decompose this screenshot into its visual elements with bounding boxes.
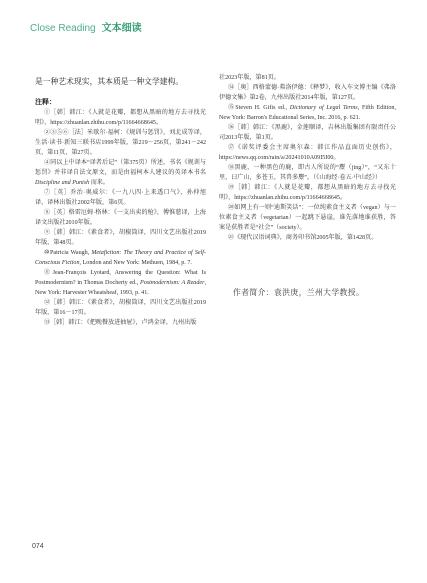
note-19: ⑲［韩］韩江：《人就是花瓣，都想从黑暗的地方去寻找光明》，https://zhuanlan.zhihu.com/p/11664668645。 [219, 185, 396, 201]
note-text: , New York: Harvester Wheatsheaf, 1993, p. 41. [35, 280, 206, 296]
notes-heading: 注释： [35, 98, 56, 106]
note-1: ①［韩］韩江：《人就是花瓣，都想从黑暗的地方去寻找光明》，https://zhuanlan.zhihu.com/p/11664668645。 [35, 110, 206, 126]
note-4 [35, 158, 206, 188]
right-column [219, 73, 396, 298]
note-12: ⑫［韩］韩江：《素食者》，胡椒筒译，四川文艺出版社2019年版，第16－17页。 [35, 300, 206, 316]
note-16: ⑯［韩］韩江：《黑鹿》，金莲顺译，吉林出版集团有限责任公司2013年版，第1页。 [219, 125, 396, 141]
note-9: ⑨［韩］韩江：《素食者》，胡椒筒译，四川文艺出版社2019年版，第48页。 [35, 230, 206, 246]
note-text: , Fifth Edition, New York: Barron's Educational Series, Inc. 2016, p. 621. [219, 105, 397, 121]
running-header [30, 23, 142, 35]
section-title-zh: 文本细读 [101, 23, 142, 34]
author-bio: 作者简介：袁洪庚，兰州大学教授。 [233, 288, 365, 297]
note-8: ⑧［英］格雷厄姆·格林：《一支出卖的枪》，傅惟慈译，上海译文出版社2010年版。 [35, 210, 206, 226]
note-14: ⑭［奥］西格蒙德·弗洛伊德：《释梦》，收入车文博主编《弗洛伊德文集》第2卷，九州出版社2014年版，第127页。 [219, 85, 396, 101]
note-11 [35, 268, 206, 298]
body-text-ending: 是一种艺术现实，其本质是一种文学建构。 [35, 77, 184, 86]
left-column [35, 76, 206, 328]
note-15 [219, 103, 396, 123]
note-text: ⑪Jean-François Lyotard, Answering the Question: What Is Postmodernism? in Thomas Docherty ed., [35, 270, 206, 286]
note-text: ⑮Steven H. Gifis ed., [228, 105, 290, 111]
note-2-3-5-6: ②③⑤⑥［法］米歇尔·福柯：《规训与惩罚》，刘北成等译，生活·读书·新知三联书店1999年版，第219－256页，第241－242页，第11页，第27页。 [35, 130, 206, 156]
note-21: ㉑《现代汉语词典》，商务印书馆2005年版，第1428页。 [228, 235, 378, 241]
section-title-en: Close Reading [30, 23, 96, 34]
note-17: ⑰《诺奖评委会主席奥尔森：韩江作品直面历史创伤》，https://news.qq.com/rain/a/20241010A09I5I00。 [219, 145, 396, 161]
book-title-italic: Postmodernism: A Reader [139, 280, 205, 286]
book-title-italic: Dictionary of Legal Terms [289, 105, 358, 111]
note-text: 而来。 [89, 180, 109, 186]
note-7: ⑦［英］乔治·奥威尔：《一九八四·上来透口气》，孙仲旭译，译林出版社2002年版，第6页。 [35, 190, 206, 206]
note-18: ⑱黑鹿，一种黑色的鹿，即古人所说的“麖（jīng）”，“又东十里，曰广山，多苍玉，其兽多麖”。（《山海经·卷五·中山经》） [219, 165, 396, 181]
note-13-continued: 社2023年版，第81页。 [219, 75, 280, 81]
note-10 [35, 248, 206, 268]
note-text: , London and New York: Methuen, 1984, p. 7. [79, 260, 192, 266]
book-title-italic: Metafiction: The Theory and Practice of Self-Conscious Fiction [35, 250, 206, 266]
book-title-italic: Discipline and Punish [35, 180, 90, 186]
note-text: ⑩Patricia Waugh, [44, 250, 92, 256]
note-13-start: ⑬［韩］韩江：《把晚餐放进抽屉》，卢鸿金译，九州出版 [44, 320, 197, 326]
page-number: 074 [32, 543, 44, 550]
note-text: ④同以上中译本“译者后记”（第375页）所述，书名《规训与惩罚》并非译自法文原文，而是由福柯本人建议的英译本书名 [35, 160, 206, 176]
note-20: ⑳如网上有一则“迪斯笑话”：一位纯素食主义者（vegan）与一位素食主义者（vegetarian）一起跳下悬崖，谁先落地谁获胜，答案是获胜者是“社会”（society）。 [219, 205, 396, 231]
